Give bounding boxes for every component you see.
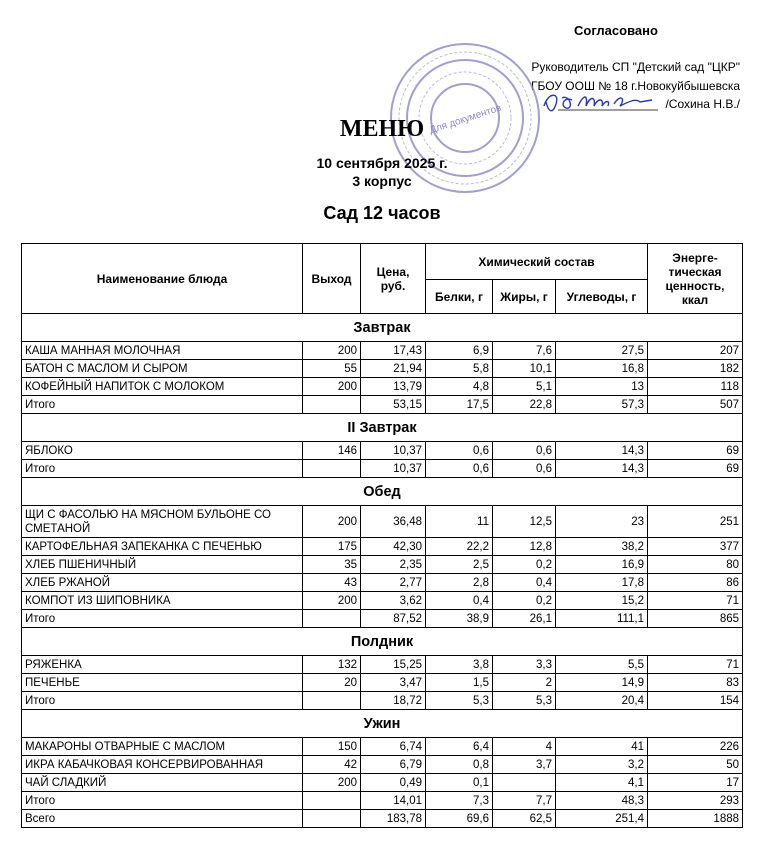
cell-protein: 3,8: [426, 656, 493, 674]
cell-yield: 132: [303, 656, 361, 674]
cell-name: МАКАРОНЫ ОТВАРНЫЕ С МАСЛОМ: [22, 738, 303, 756]
cell-fat: 22,8: [493, 396, 556, 414]
cell-fat: 12,5: [493, 506, 556, 538]
section-header-row: [22, 414, 743, 442]
cell-carbs: 16,9: [556, 556, 648, 574]
cell-price: 87,52: [361, 610, 426, 628]
page-title: МЕНЮ: [339, 116, 425, 142]
cell-carbs: 38,2: [556, 538, 648, 556]
cell-carbs: 16,8: [556, 360, 648, 378]
section-title: Завтрак: [22, 314, 743, 342]
cell-energy: 182: [648, 360, 743, 378]
cell-protein: 17,5: [426, 396, 493, 414]
approval-organization: ГБОУ ООШ № 18 г.Новокуйбышевска: [531, 79, 740, 93]
cell-yield: [303, 396, 361, 414]
section-title: Обед: [22, 478, 743, 506]
cell-protein: 38,9: [426, 610, 493, 628]
cell-price: 6,74: [361, 738, 426, 756]
menu-group: Сад 12 часов: [323, 203, 441, 223]
cell-yield: 146: [303, 442, 361, 460]
dish-row: [22, 342, 743, 360]
cell-name: Итого: [22, 460, 303, 478]
cell-price: 36,48: [361, 506, 426, 538]
cell-protein: 69,6: [426, 810, 493, 828]
cell-protein: 5,3: [426, 692, 493, 710]
dish-row: [22, 378, 743, 396]
cell-yield: 55: [303, 360, 361, 378]
cell-fat: 0,2: [493, 592, 556, 610]
cell-name: ЩИ С ФАСОЛЬЮ НА МЯСНОМ БУЛЬОНЕ СО СМЕТАНОЙ: [22, 506, 303, 538]
cell-fat: 26,1: [493, 610, 556, 628]
cell-carbs: 13: [556, 378, 648, 396]
cell-fat: 4: [493, 738, 556, 756]
cell-energy: 80: [648, 556, 743, 574]
cell-energy: 507: [648, 396, 743, 414]
dish-row: [22, 360, 743, 378]
cell-price: 3,47: [361, 674, 426, 692]
section-header-row: [22, 314, 743, 342]
cell-fat: 7,7: [493, 792, 556, 810]
cell-yield: [303, 692, 361, 710]
cell-protein: 1,5: [426, 674, 493, 692]
cell-yield: 200: [303, 506, 361, 538]
cell-energy: 251: [648, 506, 743, 538]
cell-name: ЧАЙ СЛАДКИЙ: [22, 774, 303, 792]
cell-name: КАРТОФЕЛЬНАЯ ЗАПЕКАНКА С ПЕЧЕНЬЮ: [22, 538, 303, 556]
cell-price: 17,43: [361, 342, 426, 360]
cell-yield: 200: [303, 592, 361, 610]
cell-energy: 226: [648, 738, 743, 756]
cell-yield: 42: [303, 756, 361, 774]
cell-fat: 0,2: [493, 556, 556, 574]
cell-name: ЯБЛОКО: [22, 442, 303, 460]
header-energy: Энерге-тическая ценность, ккал: [648, 244, 743, 314]
header-price: Цена, руб.: [361, 244, 426, 314]
cell-energy: 86: [648, 574, 743, 592]
cell-name: РЯЖЕНКА: [22, 656, 303, 674]
cell-fat: 7,6: [493, 342, 556, 360]
dish-row: [22, 774, 743, 792]
cell-yield: [303, 460, 361, 478]
cell-energy: 293: [648, 792, 743, 810]
cell-protein: 5,8: [426, 360, 493, 378]
approval-position: Руководитель СП "Детский сад "ЦКР": [531, 60, 740, 74]
cell-energy: 1888: [648, 810, 743, 828]
cell-carbs: 5,5: [556, 656, 648, 674]
cell-protein: 6,4: [426, 738, 493, 756]
section-header-row: [22, 628, 743, 656]
dish-row: [22, 738, 743, 756]
cell-protein: 7,3: [426, 792, 493, 810]
cell-protein: 6,9: [426, 342, 493, 360]
cell-energy: 69: [648, 460, 743, 478]
cell-price: 21,94: [361, 360, 426, 378]
cell-price: 42,30: [361, 538, 426, 556]
dish-row: [22, 674, 743, 692]
section-header-row: [22, 710, 743, 738]
cell-energy: 83: [648, 674, 743, 692]
cell-fat: 10,1: [493, 360, 556, 378]
cell-carbs: 111,1: [556, 610, 648, 628]
cell-fat: 5,1: [493, 378, 556, 396]
grand-total-row: [22, 810, 743, 828]
cell-yield: 150: [303, 738, 361, 756]
cell-price: 6,79: [361, 756, 426, 774]
header-fat: Жиры, г: [493, 280, 556, 314]
dish-row: [22, 506, 743, 538]
cell-fat: 3,7: [493, 756, 556, 774]
section-total-row: [22, 610, 743, 628]
cell-price: 2,35: [361, 556, 426, 574]
cell-carbs: 14,3: [556, 442, 648, 460]
cell-yield: [303, 792, 361, 810]
cell-price: 53,15: [361, 396, 426, 414]
cell-energy: 69: [648, 442, 743, 460]
cell-price: 10,37: [361, 460, 426, 478]
cell-yield: 43: [303, 574, 361, 592]
cell-carbs: 48,3: [556, 792, 648, 810]
cell-energy: 377: [648, 538, 743, 556]
header-carbs: Углеводы, г: [556, 280, 648, 314]
cell-price: 13,79: [361, 378, 426, 396]
cell-yield: 200: [303, 774, 361, 792]
dish-row: [22, 442, 743, 460]
dish-row: [22, 574, 743, 592]
cell-name: ХЛЕБ ПШЕНИЧНЫЙ: [22, 556, 303, 574]
signature: [540, 88, 660, 114]
cell-name: КОМПОТ ИЗ ШИПОВНИКА: [22, 592, 303, 610]
cell-price: 18,72: [361, 692, 426, 710]
cell-price: 3,62: [361, 592, 426, 610]
section-total-row: [22, 460, 743, 478]
menu-date: 10 сентября 2025 г.: [316, 155, 448, 171]
cell-protein: 4,8: [426, 378, 493, 396]
cell-protein: 0,4: [426, 592, 493, 610]
header-name: Наименование блюда: [22, 244, 303, 314]
cell-name: Итого: [22, 396, 303, 414]
cell-name: Итого: [22, 610, 303, 628]
section-total-row: [22, 692, 743, 710]
cell-protein: 2,5: [426, 556, 493, 574]
cell-name: Итого: [22, 692, 303, 710]
cell-protein: 22,2: [426, 538, 493, 556]
cell-carbs: 251,4: [556, 810, 648, 828]
section-title: Ужин: [22, 710, 743, 738]
cell-yield: [303, 610, 361, 628]
section-total-row: [22, 396, 743, 414]
dish-row: [22, 538, 743, 556]
cell-price: 15,25: [361, 656, 426, 674]
cell-yield: 200: [303, 378, 361, 396]
header-protein: Белки, г: [426, 280, 493, 314]
cell-price: 0,49: [361, 774, 426, 792]
cell-name: ПЕЧЕНЬЕ: [22, 674, 303, 692]
cell-price: 183,78: [361, 810, 426, 828]
cell-name: КОФЕЙНЫЙ НАПИТОК С МОЛОКОМ: [22, 378, 303, 396]
header-chemical: Химический состав: [426, 244, 648, 280]
cell-carbs: 15,2: [556, 592, 648, 610]
cell-fat: 0,6: [493, 442, 556, 460]
menu-table: [21, 243, 743, 828]
cell-protein: 0,6: [426, 460, 493, 478]
cell-fat: 3,3: [493, 656, 556, 674]
cell-protein: 0,1: [426, 774, 493, 792]
cell-fat: 62,5: [493, 810, 556, 828]
cell-yield: 20: [303, 674, 361, 692]
dish-row: [22, 756, 743, 774]
cell-energy: 207: [648, 342, 743, 360]
cell-fat: 12,8: [493, 538, 556, 556]
cell-carbs: 3,2: [556, 756, 648, 774]
section-title: II Завтрак: [22, 414, 743, 442]
cell-carbs: 4,1: [556, 774, 648, 792]
cell-energy: 17: [648, 774, 743, 792]
cell-fat: 2: [493, 674, 556, 692]
cell-name: Всего: [22, 810, 303, 828]
cell-yield: 200: [303, 342, 361, 360]
cell-fat: 5,3: [493, 692, 556, 710]
dish-row: [22, 656, 743, 674]
cell-carbs: 41: [556, 738, 648, 756]
approval-signatory: /Сохина Н.В./: [665, 97, 740, 111]
cell-energy: 71: [648, 656, 743, 674]
cell-carbs: 20,4: [556, 692, 648, 710]
section-title: Полдник: [22, 628, 743, 656]
section-header-row: [22, 478, 743, 506]
cell-carbs: 17,8: [556, 574, 648, 592]
dish-row: [22, 556, 743, 574]
cell-name: ХЛЕБ РЖАНОЙ: [22, 574, 303, 592]
cell-protein: 0,8: [426, 756, 493, 774]
cell-name: КАША МАННАЯ МОЛОЧНАЯ: [22, 342, 303, 360]
cell-carbs: 14,3: [556, 460, 648, 478]
approval-title: Согласовано: [574, 23, 658, 38]
dish-row: [22, 592, 743, 610]
cell-energy: 865: [648, 610, 743, 628]
cell-yield: 35: [303, 556, 361, 574]
cell-fat: [493, 774, 556, 792]
cell-price: 14,01: [361, 792, 426, 810]
cell-energy: 71: [648, 592, 743, 610]
cell-carbs: 14,9: [556, 674, 648, 692]
cell-name: Итого: [22, 792, 303, 810]
cell-price: 10,37: [361, 442, 426, 460]
cell-protein: 11: [426, 506, 493, 538]
cell-energy: 50: [648, 756, 743, 774]
section-total-row: [22, 792, 743, 810]
menu-table-body: [22, 314, 743, 828]
cell-protein: 0,6: [426, 442, 493, 460]
cell-carbs: 23: [556, 506, 648, 538]
cell-yield: [303, 810, 361, 828]
header-yield: Выход: [303, 244, 361, 314]
cell-carbs: 57,3: [556, 396, 648, 414]
cell-fat: 0,6: [493, 460, 556, 478]
cell-fat: 0,4: [493, 574, 556, 592]
cell-name: БАТОН С МАСЛОМ И СЫРОМ: [22, 360, 303, 378]
cell-price: 2,77: [361, 574, 426, 592]
cell-protein: 2,8: [426, 574, 493, 592]
cell-energy: 118: [648, 378, 743, 396]
cell-carbs: 27,5: [556, 342, 648, 360]
cell-energy: 154: [648, 692, 743, 710]
menu-building: 3 корпус: [352, 173, 412, 189]
stamp-center-text: Для документов: [428, 102, 503, 137]
cell-yield: 175: [303, 538, 361, 556]
cell-name: ИКРА КАБАЧКОВАЯ КОНСЕРВИРОВАННАЯ: [22, 756, 303, 774]
